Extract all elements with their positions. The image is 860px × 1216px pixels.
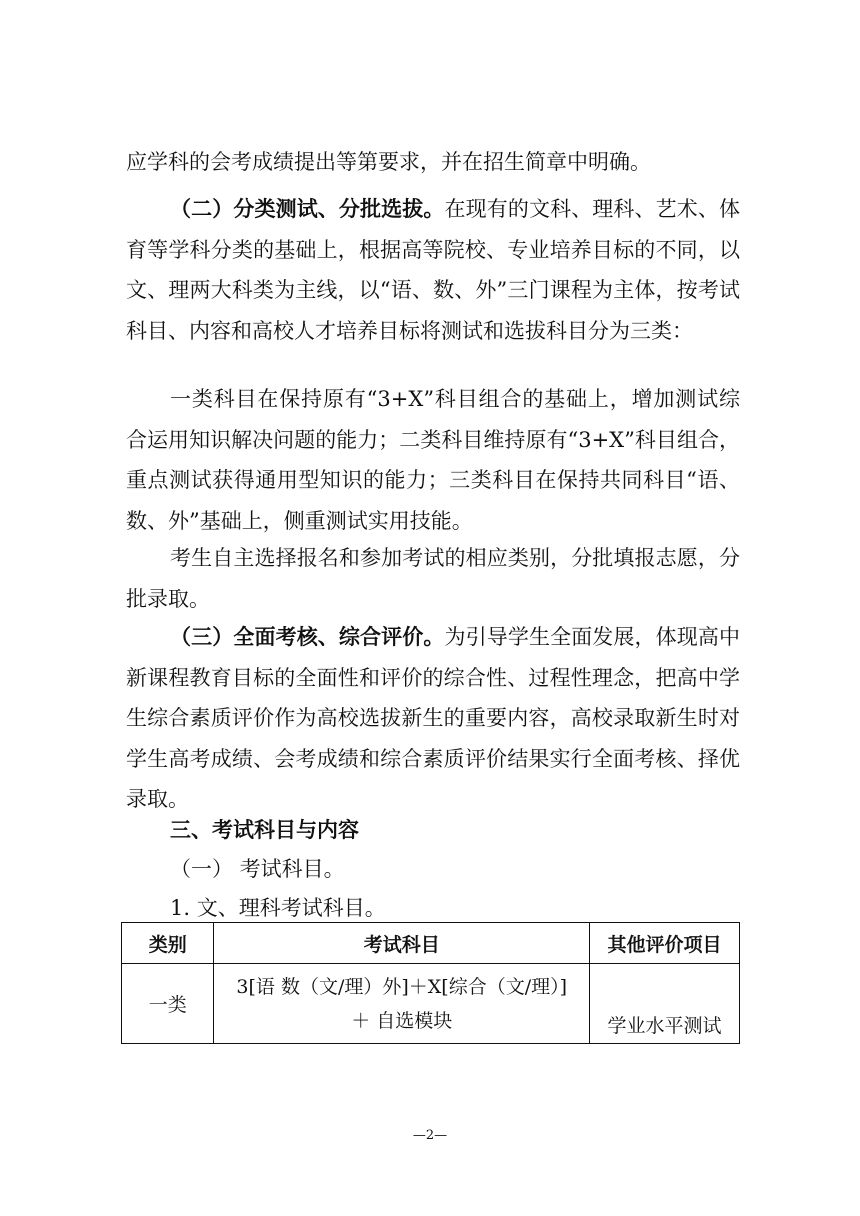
- table-cell-subjects: [214, 964, 590, 1044]
- table-header-subjects: 考试科目: [214, 923, 590, 964]
- paragraph-heading-3: （三）全面考核、综合评价。: [170, 624, 445, 649]
- table-header-other: 其他评价项目: [589, 923, 739, 964]
- exam-subjects-table: [121, 922, 740, 1044]
- table-header-row: [122, 923, 740, 964]
- paragraph-body-3: 为引导学生全面发展，体现高中新课程教育目标的全面性和评价的综合性、过程性理念，把高中学生综合素质评价作为高校选拔新生的重要内容，高校录取新生时对学生高考成绩、会考成绩和综合素质评价结果实行全面考核、择优录取。: [126, 625, 740, 811]
- subsection-heading-exam-subjects: （一） 考试科目。: [170, 857, 345, 881]
- paragraph-registration: 考生自主选择报名和参加考试的相应类别，分批填报志愿，分批录取。: [126, 546, 740, 611]
- section-heading-exam-subjects: 三、考试科目与内容: [170, 817, 359, 842]
- page-number: —2—: [412, 1128, 448, 1143]
- subjects-line-2: ＋ 自选模块: [351, 1009, 453, 1032]
- paragraph-subject-categories: 一类科目在保持原有“3+X”科目组合的基础上，增加测试综合运用知识解决问题的能力；二类科目维持原有“3+X”科目组合，重点测试获得通用型知识的能力；三类科目在保持共同科目“语、数、外”基础上，侧重测试实用技能。: [126, 387, 740, 533]
- paragraph-body-2: 在现有的文科、理科、艺术、体育等学科分类的基础上，根据高等院校、专业培养目标的不同，以文、理两大科类为主线，以“语、数、外”三门课程为主体，按考试科目、内容和高校人才培养目标将测试和选拔科目分为三类：: [126, 197, 740, 343]
- paragraph-comprehensive-evaluation: [126, 617, 740, 820]
- table-cell-category: 一类: [122, 964, 214, 1044]
- paragraph-continuation: 应学科的会考成绩提出等第要求，并在招生简章中明确。: [126, 150, 651, 174]
- table-header-category: 类别: [122, 923, 214, 964]
- subsection-item-arts-science: 1. 文、理科考试科目。: [170, 896, 386, 920]
- table-row: [122, 964, 740, 1044]
- subjects-line-1: 3[语 数（文/理）外]＋X[综合（文/理）]: [236, 975, 568, 998]
- table-cell-other: 学业水平测试: [589, 964, 739, 1044]
- paragraph-heading-2: （二）分类测试、分批选拔。: [170, 196, 445, 221]
- paragraph-classified-testing: [126, 189, 740, 351]
